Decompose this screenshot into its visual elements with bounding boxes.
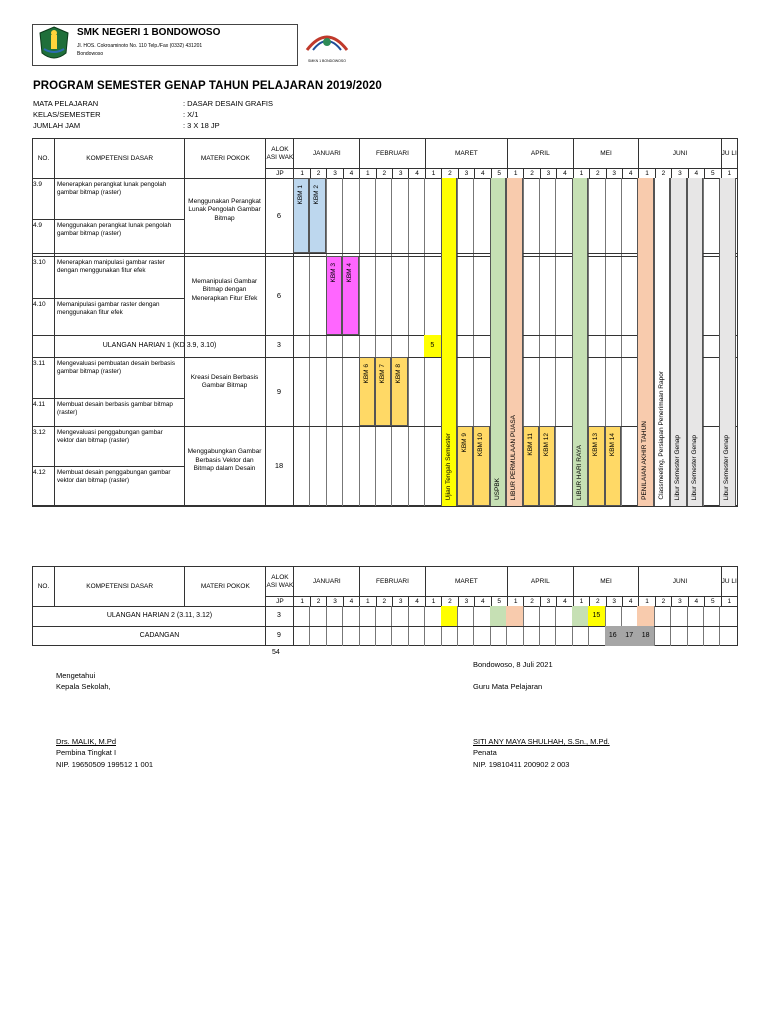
- week-line: [342, 178, 343, 506]
- meta-label-subject: MATA PELAJARAN: [33, 99, 99, 108]
- week-header: 1: [573, 169, 589, 179]
- kd-number: 3.9: [33, 181, 43, 188]
- week-header: 5: [491, 597, 507, 607]
- month-mei: MEI: [573, 139, 639, 169]
- week-line: [326, 178, 327, 506]
- month-juli: JU LI: [721, 139, 737, 169]
- materi-pokok: Menggabungkan Gambar Berbasis Vektor dan Bitmap dalam Desain: [187, 448, 262, 472]
- libur-semester-column: [670, 178, 686, 506]
- col-alokasi-header: ALOK ASI WAK: [266, 139, 294, 169]
- month-maret: MARET: [425, 567, 507, 597]
- row-line: [32, 256, 738, 257]
- week-line: [359, 178, 360, 506]
- week-header: 2: [590, 169, 606, 179]
- week-header: 4: [688, 169, 704, 179]
- libur-hari-raya-column: [572, 178, 588, 506]
- event-label: LIBUR HARI RAYA: [575, 444, 583, 500]
- event-label: Ujian Tengah Semester: [444, 432, 452, 500]
- uts-column: [441, 178, 457, 506]
- week-header: 2: [524, 169, 540, 179]
- month-januari: JANUARI: [294, 139, 360, 169]
- classmeeting-column: [654, 178, 670, 506]
- total-jp: 54: [272, 649, 280, 656]
- kbm-cell: [293, 178, 309, 253]
- schedule-body: [32, 178, 738, 506]
- week-header: 3: [327, 169, 343, 179]
- kbm-cell: [359, 357, 375, 426]
- event-mini-cell: [572, 606, 588, 626]
- event-label: PENILAIAN AKHIR TAHUN: [641, 421, 649, 500]
- kd-number: 4.12: [33, 469, 46, 476]
- kbm-cell: [523, 426, 539, 506]
- week-header: 3: [392, 169, 408, 179]
- week-header: 3: [458, 169, 474, 179]
- kbm-label: KBM 6: [362, 364, 370, 384]
- week-header: 5: [491, 169, 507, 179]
- month-februari: FEBRUARI: [360, 139, 426, 169]
- week-header: 4: [343, 597, 359, 607]
- kd-line: [32, 298, 184, 299]
- kd-text: Membuat desain berbasis gambar bitmap (raster): [57, 401, 173, 416]
- cadangan-mark: 18: [637, 626, 653, 646]
- week-header: 2: [442, 169, 458, 179]
- kd-line: [32, 426, 184, 427]
- col-alokasi-header: ALOK ASI WAK: [266, 567, 294, 597]
- libur-semester-column: [687, 178, 703, 506]
- kbm-cell: [588, 426, 604, 506]
- week-header: 3: [672, 169, 688, 179]
- col-materi-header: MATERI POKOK: [185, 567, 266, 607]
- event-mini-cell: [490, 606, 506, 626]
- kd-number: 3.11: [33, 360, 46, 367]
- alokasi-jp: 9: [276, 386, 282, 396]
- event-label: Libur Semester Genap: [690, 434, 698, 500]
- week-header: 1: [507, 169, 523, 179]
- month-februari: FEBRUARI: [360, 567, 426, 597]
- meta-value-class: : X/1: [183, 110, 199, 119]
- week-header: 5: [705, 597, 721, 607]
- week-header: 2: [376, 597, 392, 607]
- week-header: 4: [688, 597, 704, 607]
- ulangan-2-jp: 3: [277, 612, 281, 619]
- cadangan-label: CADANGAN: [139, 632, 180, 639]
- kbm-label: KBM 2: [313, 185, 321, 205]
- kbm-label: KBM 8: [395, 364, 403, 384]
- libur-puasa-column: [506, 178, 522, 506]
- week-header: 1: [360, 597, 376, 607]
- school-logo-icon: [301, 28, 353, 63]
- week-line: [408, 178, 409, 506]
- week-header: 1: [294, 169, 310, 179]
- kbm-label: KBM 10: [477, 433, 485, 457]
- kbm-label: KBM 3: [329, 263, 337, 283]
- school-address: [77, 42, 202, 58]
- city-line: Bondowoso: [77, 51, 104, 57]
- week-header: 4: [409, 169, 425, 179]
- province-logo-icon: [36, 25, 72, 63]
- week-header: 3: [606, 169, 622, 179]
- week-header: 4: [475, 169, 491, 179]
- kbm-cell: [326, 256, 342, 335]
- event-mini-cell: [441, 606, 457, 626]
- kd-text: Menggunakan perangkat lunak pengolah gambar bitmap (raster): [57, 222, 172, 237]
- kbm-cell: [375, 357, 391, 426]
- week-header: 1: [721, 169, 737, 179]
- event-label: USPBK: [493, 477, 501, 500]
- week-header: 4: [622, 597, 638, 607]
- week-header: 4: [409, 597, 425, 607]
- month-april: APRIL: [507, 139, 573, 169]
- month-mei: MEI: [573, 567, 639, 597]
- kbm-cell: [473, 426, 489, 506]
- place-date: Bondowoso, 8 Juli 2021: [473, 660, 553, 669]
- meta-label-hours: JUMLAH JAM: [33, 121, 81, 130]
- week-header: 1: [360, 169, 376, 179]
- kd-text: Membuat desain penggabungan gambar vektor dan bitmap (raster): [57, 469, 171, 484]
- ulangan-1-label: ULANGAN HARIAN 1 (KD 3.9, 3.10): [102, 342, 217, 349]
- week-header: 1: [721, 597, 737, 607]
- kbm-cell: [539, 426, 555, 506]
- week-line: [703, 178, 704, 506]
- month-juni: JUNI: [639, 139, 721, 169]
- teacher-rank: Penata: [473, 748, 497, 757]
- headmaster-name: Drs. MALIK, M.Pd: [56, 737, 117, 746]
- pat-column: [637, 178, 653, 506]
- kbm-cell: [457, 426, 473, 506]
- libur-semester-column: [719, 178, 735, 506]
- week-header: 3: [606, 597, 622, 607]
- ulangan-2-mark: 15: [588, 606, 604, 626]
- uspbk-column: [490, 178, 506, 506]
- week-header: 2: [655, 169, 671, 179]
- week-line: [555, 178, 556, 506]
- col-no-header: NO.: [33, 139, 55, 179]
- kbm-label: KBM 4: [346, 263, 354, 283]
- kbm-label: KBM 9: [461, 433, 468, 453]
- kbm-label: KBM 7: [379, 364, 386, 384]
- month-juli: JU LI: [721, 567, 737, 597]
- materi-pokok: Menggunakan Perangkat Lunak Pengolah Gambar Bitmap: [188, 197, 261, 222]
- alokasi-jp: 6: [276, 290, 282, 300]
- event-label: Libur Semester Genap: [723, 434, 731, 500]
- week-line: [391, 178, 392, 506]
- kd-number: 3.12: [33, 429, 46, 436]
- meta-value-hours: : 3 X 18 JP: [183, 121, 220, 130]
- meta-value-subject: : DASAR DESAIN GRAFIS: [183, 99, 274, 108]
- week-header: 1: [294, 597, 310, 607]
- week-header: 4: [622, 169, 638, 179]
- week-header: 3: [327, 597, 343, 607]
- kd-text: Menerapkan perangkat lunak pengolah gambar bitmap (raster): [57, 181, 167, 196]
- week-header: 2: [655, 597, 671, 607]
- kd-line: [32, 398, 184, 399]
- kbm-cell: [342, 256, 358, 335]
- week-line: [621, 178, 622, 506]
- week-header: 2: [590, 597, 606, 607]
- kd-text: Mengevaluasi penggabungan gambar vektor dan bitmap (raster): [57, 429, 163, 444]
- week-header: 2: [442, 597, 458, 607]
- week-header: 2: [524, 597, 540, 607]
- teacher-nip: NIP. 19810411 200902 2 003: [473, 760, 570, 769]
- week-header: 4: [557, 169, 573, 179]
- week-header: 2: [310, 597, 326, 607]
- col-jp-header: JP: [266, 169, 294, 179]
- week-header: 3: [672, 597, 688, 607]
- materi-pokok: Kreasi Desain Berbasis Gambar Bitmap: [190, 373, 259, 389]
- kd-text: Menerapkan manipulasi gambar raster dengan menggunakan fitur efek: [57, 259, 165, 274]
- week-header: 1: [639, 597, 655, 607]
- event-label: LIBUR PERMULAAN PUASA: [510, 414, 518, 500]
- kd-text: Memanipulasi gambar raster dengan menggunakan fitur efek: [57, 301, 160, 316]
- kd-line: [32, 466, 184, 467]
- week-header: 1: [639, 169, 655, 179]
- page-title: PROGRAM SEMESTER GENAP TAHUN PELAJARAN 2019/2020: [33, 80, 382, 92]
- kd-number: 4.9: [33, 222, 43, 229]
- event-mini-cell: [637, 606, 653, 626]
- cadangan-mark: 17: [621, 626, 637, 646]
- week-header: 3: [458, 597, 474, 607]
- event-mini-cell: [506, 606, 522, 626]
- col-kd-header: KOMPETENSI DASAR: [55, 139, 185, 179]
- ulangan-1-jp: 3: [277, 342, 281, 349]
- kd-number: 4.11: [33, 401, 46, 408]
- headmaster-nip: NIP. 19650509 199512 1 001: [56, 760, 154, 769]
- kd-line: [32, 219, 184, 220]
- week-header: 2: [376, 169, 392, 179]
- alokasi-jp: 18: [274, 461, 284, 470]
- kd-line: [32, 506, 184, 507]
- col-kd-header: KOMPETENSI DASAR: [55, 567, 185, 607]
- cadangan-mark: 16: [605, 626, 621, 646]
- alokasi-jp: 6: [276, 210, 282, 220]
- week-header: 1: [425, 597, 441, 607]
- left-title-1: Mengetahui: [56, 671, 96, 680]
- kbm-label: KBM 12: [543, 433, 550, 457]
- month-maret: MARET: [425, 139, 507, 169]
- month-juni: JUNI: [639, 567, 721, 597]
- teacher-name: SITI ANY MAYA SHULHAH, S.Sn., M.Pd.: [473, 737, 610, 746]
- week-header: 1: [425, 169, 441, 179]
- week-header: 5: [705, 169, 721, 179]
- kd-line: [32, 253, 184, 254]
- kbm-label: KBM 13: [592, 433, 600, 457]
- week-header: 4: [475, 597, 491, 607]
- left-title-2: Kepala Sekolah,: [56, 682, 111, 691]
- cadangan-jp: 9: [277, 632, 281, 639]
- week-header: 1: [573, 597, 589, 607]
- materi-pokok: Memanipulasi Gambar Bitmap dengan Menerapkan Fitur Efek: [191, 277, 258, 302]
- week-header: 3: [540, 169, 556, 179]
- address-line: Jl. HOS. Cokroaminoto No. 110 Telp./Fax (0332) 431201: [77, 43, 203, 49]
- kbm-label: KBM 11: [526, 433, 534, 456]
- month-januari: JANUARI: [294, 567, 360, 597]
- event-label: Classmeeting, Persiapan Penerimaan Rapor: [657, 371, 665, 500]
- week-header: 2: [310, 169, 326, 179]
- week-header: 4: [343, 169, 359, 179]
- week-line: [375, 178, 376, 506]
- month-april: APRIL: [507, 567, 573, 597]
- event-label: Libur Semester Genap: [674, 434, 682, 500]
- week-header: 4: [557, 597, 573, 607]
- week-header: 1: [507, 597, 523, 607]
- ulangan-2-label: ULANGAN HARIAN 2 (3.11, 3.12): [106, 612, 213, 619]
- kbm-label: KBM 1: [297, 185, 304, 205]
- meta-label-class: KELAS/SEMESTER: [33, 110, 101, 119]
- school-name: SMK NEGERI 1 BONDOWOSO: [77, 27, 221, 38]
- kbm-cell: [309, 178, 325, 253]
- right-title: Guru Mata Pelajaran: [473, 682, 543, 691]
- kbm-cell: [605, 426, 621, 506]
- col-jp-header: JP: [266, 597, 294, 607]
- col-no-header: NO.: [33, 567, 55, 607]
- semester-program-table-2: [32, 566, 738, 607]
- school-logo-text: SMKN 1 BONDOWOSO: [308, 59, 346, 63]
- week-header: 3: [392, 597, 408, 607]
- schedule-body-2: [32, 606, 738, 646]
- week-header: 3: [540, 597, 556, 607]
- kd-text: Mengevaluasi pembuatan desain berbasis gambar bitmap (raster): [57, 360, 175, 375]
- kbm-label: KBM 14: [608, 433, 616, 457]
- semester-program-table: [32, 138, 738, 179]
- col-materi-header: MATERI POKOK: [185, 139, 266, 179]
- kd-number: 3.10: [33, 259, 46, 266]
- kbm-cell: [391, 357, 407, 426]
- kd-number: 4.10: [33, 301, 46, 308]
- ulangan-1-mark: 5: [424, 335, 440, 357]
- headmaster-rank: Pembina Tingkat I: [56, 748, 117, 757]
